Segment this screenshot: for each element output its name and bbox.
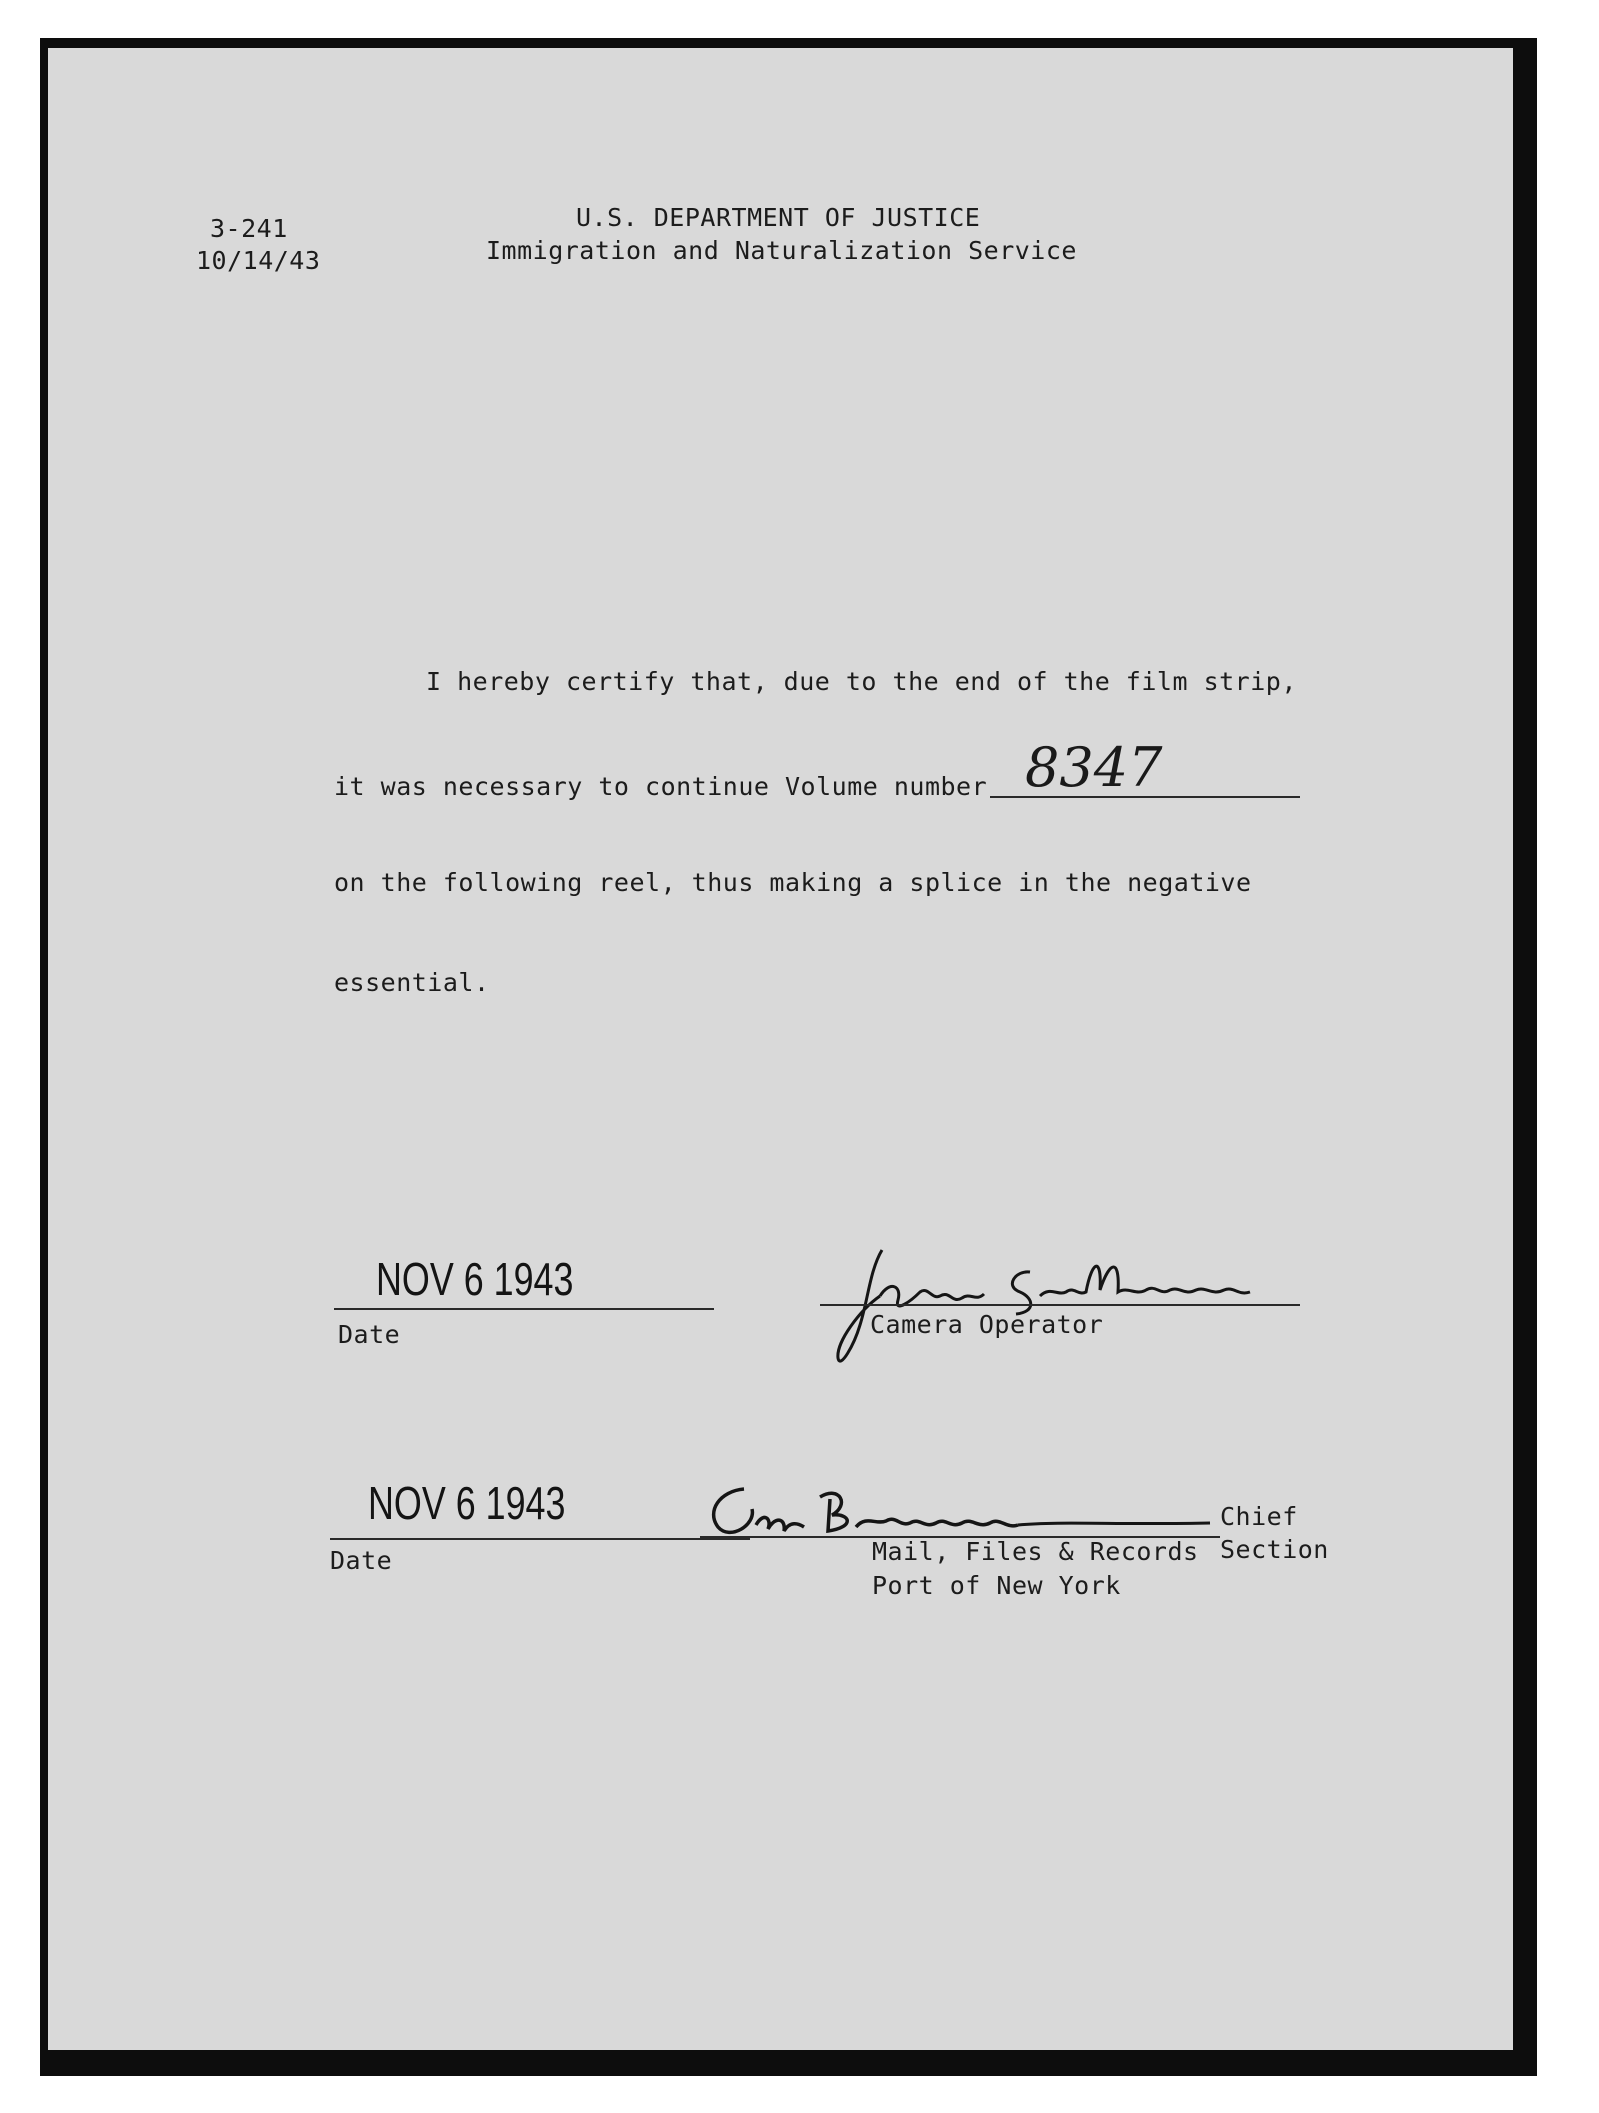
chief-section-label: Section <box>1220 1535 1329 1564</box>
chief-date-stamp: NOV 6 1943 <box>368 1477 566 1529</box>
chief-section-line: Mail, Files & Records <box>872 1537 1199 1566</box>
certification-line-4: essential. <box>334 968 490 997</box>
chief-date-line <box>330 1538 750 1540</box>
camera-date-stamp: NOV 6 1943 <box>376 1253 574 1305</box>
certification-line-2: it was necessary to continue Volume number <box>334 772 988 801</box>
department-title: U.S. DEPARTMENT OF JUSTICE <box>576 203 981 232</box>
agency-title: Immigration and Naturalization Service <box>486 236 1077 265</box>
camera-operator-signature <box>820 1230 1320 1370</box>
certification-line-3: on the following reel, thus making a splice in the negative <box>334 868 1252 897</box>
volume-number: 8347 <box>1025 736 1163 799</box>
document-page <box>48 48 1513 2050</box>
form-date: 10/14/43 <box>196 246 321 275</box>
certification-line-1: I hereby certify that, due to the end of the film strip, <box>426 667 1297 696</box>
chief-title-label: Chief <box>1220 1502 1298 1531</box>
chief-date-label: Date <box>330 1546 393 1575</box>
camera-date-label: Date <box>338 1320 401 1349</box>
form-number: 3-241 <box>210 214 288 243</box>
port-line: Port of New York <box>872 1571 1121 1600</box>
camera-date-line <box>334 1308 714 1310</box>
camera-operator-label: Camera Operator <box>870 1310 1104 1339</box>
